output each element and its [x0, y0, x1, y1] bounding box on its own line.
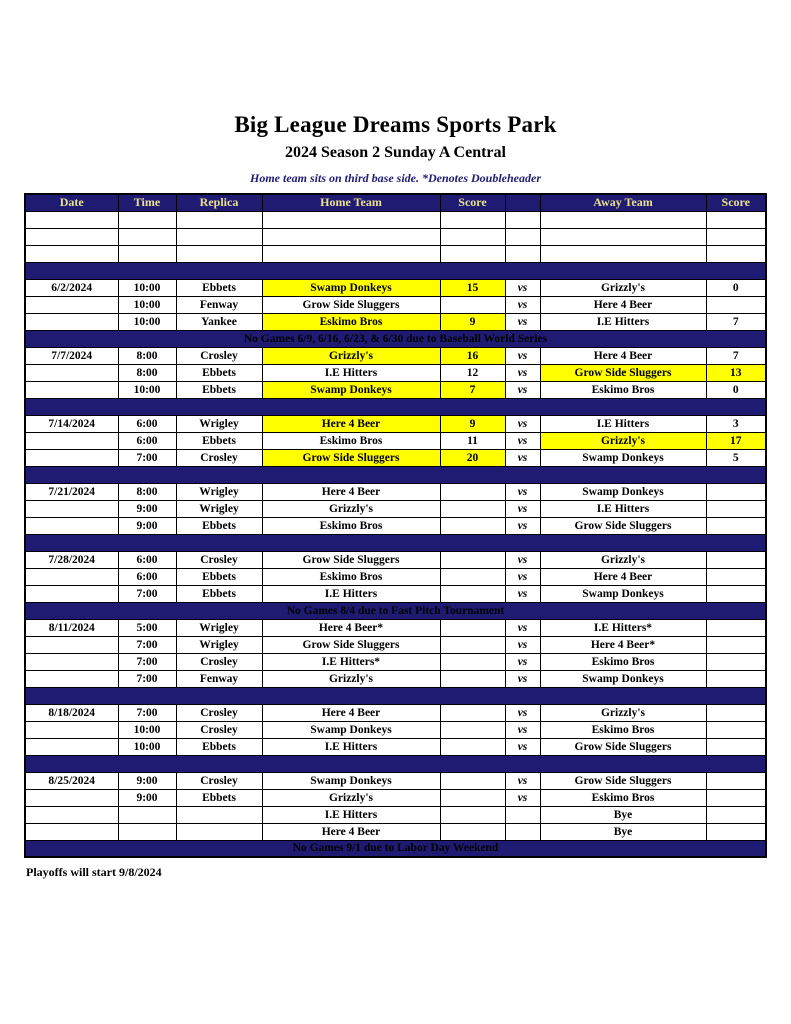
away-team-cell: Eskimo Bros — [540, 381, 706, 398]
home-score-cell — [440, 245, 505, 262]
home-team-cell: Eskimo Bros — [262, 313, 440, 330]
vs-label: vs — [505, 772, 540, 789]
home-team-cell: Eskimo Bros — [262, 568, 440, 585]
away-score-cell — [706, 517, 766, 534]
away-team-cell: I.E Hitters — [540, 313, 706, 330]
date-cell: 6/2/2024 — [25, 279, 118, 296]
away-score-cell — [706, 619, 766, 636]
home-score-cell: 16 — [440, 347, 505, 364]
time-cell — [118, 228, 176, 245]
away-team-cell: I.E Hitters — [540, 500, 706, 517]
vs-label: vs — [505, 415, 540, 432]
replica-cell: Crosley — [176, 449, 262, 466]
date-cell — [25, 500, 118, 517]
time-cell — [118, 211, 176, 228]
date-cell — [25, 432, 118, 449]
date-cell: 7/14/2024 — [25, 415, 118, 432]
replica-cell — [176, 228, 262, 245]
game-row — [25, 585, 766, 602]
time-cell: 7:00 — [118, 704, 176, 721]
date-cell — [25, 653, 118, 670]
time-cell: 10:00 — [118, 313, 176, 330]
separator-bar — [25, 466, 766, 483]
date-cell: 7/7/2024 — [25, 347, 118, 364]
col-header-date: Date — [25, 194, 118, 211]
home-team-cell: Grow Side Sluggers — [262, 449, 440, 466]
message-row — [25, 330, 766, 347]
date-cell — [25, 738, 118, 755]
vs-label: vs — [505, 517, 540, 534]
away-team-cell: Grizzly's — [540, 279, 706, 296]
time-cell — [118, 823, 176, 840]
away-team-cell: I.E Hitters — [540, 415, 706, 432]
replica-cell — [176, 823, 262, 840]
col-header-away-team: Away Team — [540, 194, 706, 211]
no-games-banner: No Games 8/4 due to Fast Pitch Tournament — [25, 602, 766, 619]
separator-row — [25, 398, 766, 415]
game-row — [25, 704, 766, 721]
away-score-cell — [706, 568, 766, 585]
table-header-row — [25, 194, 766, 211]
separator-bar — [25, 398, 766, 415]
col-header-time: Time — [118, 194, 176, 211]
home-score-cell: 12 — [440, 364, 505, 381]
time-cell: 10:00 — [118, 381, 176, 398]
home-score-cell: 7 — [440, 381, 505, 398]
game-row — [25, 279, 766, 296]
date-cell: 7/28/2024 — [25, 551, 118, 568]
home-team-cell: Eskimo Bros — [262, 432, 440, 449]
date-cell — [25, 636, 118, 653]
vs-label — [505, 823, 540, 840]
vs-label: vs — [505, 500, 540, 517]
time-cell: 8:00 — [118, 347, 176, 364]
page-header — [0, 0, 791, 186]
date-cell — [25, 296, 118, 313]
away-team-cell: Bye — [540, 823, 706, 840]
time-cell: 9:00 — [118, 772, 176, 789]
away-score-cell — [706, 296, 766, 313]
home-team-cell: Here 4 Beer — [262, 704, 440, 721]
home-team-cell: Swamp Donkeys — [262, 279, 440, 296]
home-team-cell: Grow Side Sluggers — [262, 636, 440, 653]
separator-row — [25, 534, 766, 551]
game-row — [25, 772, 766, 789]
col-header-vs — [505, 194, 540, 211]
vs-label: vs — [505, 551, 540, 568]
game-row — [25, 653, 766, 670]
away-team-cell: Swamp Donkeys — [540, 449, 706, 466]
away-score-cell — [706, 704, 766, 721]
date-cell: 7/21/2024 — [25, 483, 118, 500]
vs-label: vs — [505, 381, 540, 398]
home-team-cell: Grizzly's — [262, 789, 440, 806]
page-title: Big League Dreams Sports Park — [234, 112, 557, 137]
home-score-cell — [440, 670, 505, 687]
separator-row — [25, 755, 766, 772]
away-score-cell: 7 — [706, 313, 766, 330]
empty-row — [25, 228, 766, 245]
home-team-cell — [262, 211, 440, 228]
away-score-cell — [706, 211, 766, 228]
away-score-cell: 3 — [706, 415, 766, 432]
vs-label: vs — [505, 789, 540, 806]
home-team-cell — [262, 228, 440, 245]
home-score-cell — [440, 789, 505, 806]
time-cell: 6:00 — [118, 551, 176, 568]
away-team-cell — [540, 211, 706, 228]
replica-cell: Wrigley — [176, 619, 262, 636]
date-cell — [25, 364, 118, 381]
vs-label — [505, 806, 540, 823]
home-score-cell — [440, 211, 505, 228]
home-team-cell: Grow Side Sluggers — [262, 296, 440, 313]
replica-cell: Crosley — [176, 721, 262, 738]
home-score-cell — [440, 806, 505, 823]
vs-label: vs — [505, 364, 540, 381]
away-team-cell — [540, 245, 706, 262]
vs-label: vs — [505, 347, 540, 364]
replica-cell — [176, 245, 262, 262]
game-row — [25, 415, 766, 432]
away-score-cell: 13 — [706, 364, 766, 381]
home-team-cell — [262, 245, 440, 262]
game-row — [25, 449, 766, 466]
away-team-cell: Grizzly's — [540, 432, 706, 449]
time-cell: 6:00 — [118, 415, 176, 432]
date-cell: 8/18/2024 — [25, 704, 118, 721]
home-score-cell — [440, 585, 505, 602]
away-score-cell — [706, 721, 766, 738]
replica-cell: Ebbets — [176, 432, 262, 449]
home-score-cell — [440, 738, 505, 755]
replica-cell: Ebbets — [176, 381, 262, 398]
away-score-cell — [706, 823, 766, 840]
separator-bar — [25, 755, 766, 772]
date-cell — [25, 721, 118, 738]
away-score-cell: 5 — [706, 449, 766, 466]
vs-label: vs — [505, 636, 540, 653]
col-header-home-score: Score — [440, 194, 505, 211]
time-cell: 9:00 — [118, 789, 176, 806]
game-row — [25, 670, 766, 687]
vs-label: vs — [505, 585, 540, 602]
date-cell — [25, 381, 118, 398]
date-cell — [25, 806, 118, 823]
vs-label: vs — [505, 738, 540, 755]
home-score-cell — [440, 500, 505, 517]
time-cell: 10:00 — [118, 738, 176, 755]
col-header-replica: Replica — [176, 194, 262, 211]
home-score-cell: 20 — [440, 449, 505, 466]
no-games-banner: No Games 6/9, 6/16, 6/23, & 6/30 due to Baseball World Series — [25, 330, 766, 347]
date-cell — [25, 823, 118, 840]
no-games-banner: No Games 9/1 due to Labor Day Weekend — [25, 840, 766, 857]
empty-row — [25, 245, 766, 262]
vs-label — [505, 228, 540, 245]
playoffs-note: Playoffs will start 9/8/2024 — [26, 865, 162, 879]
home-score-cell — [440, 296, 505, 313]
away-score-cell — [706, 483, 766, 500]
replica-cell — [176, 806, 262, 823]
time-cell: 6:00 — [118, 568, 176, 585]
date-cell — [25, 670, 118, 687]
vs-label: vs — [505, 449, 540, 466]
time-cell: 7:00 — [118, 670, 176, 687]
replica-cell: Wrigley — [176, 415, 262, 432]
time-cell: 8:00 — [118, 483, 176, 500]
home-team-note: Home team sits on third base side. *Denotes Doubleheader — [250, 171, 541, 185]
home-score-cell — [440, 483, 505, 500]
date-cell — [25, 245, 118, 262]
date-cell — [25, 568, 118, 585]
vs-label: vs — [505, 670, 540, 687]
away-score-cell — [706, 670, 766, 687]
home-team-cell: I.E Hitters* — [262, 653, 440, 670]
away-team-cell: Eskimo Bros — [540, 721, 706, 738]
away-score-cell: 0 — [706, 381, 766, 398]
time-cell — [118, 245, 176, 262]
replica-cell — [176, 211, 262, 228]
away-team-cell: Here 4 Beer — [540, 296, 706, 313]
home-team-cell: Grizzly's — [262, 670, 440, 687]
vs-label: vs — [505, 296, 540, 313]
time-cell: 10:00 — [118, 279, 176, 296]
replica-cell: Crosley — [176, 653, 262, 670]
separator-row — [25, 466, 766, 483]
game-row — [25, 721, 766, 738]
away-team-cell: Grow Side Sluggers — [540, 772, 706, 789]
time-cell: 6:00 — [118, 432, 176, 449]
away-score-cell — [706, 738, 766, 755]
home-score-cell — [440, 517, 505, 534]
away-score-cell: 0 — [706, 279, 766, 296]
game-row — [25, 381, 766, 398]
away-score-cell — [706, 245, 766, 262]
time-cell: 5:00 — [118, 619, 176, 636]
home-team-cell: I.E Hitters — [262, 585, 440, 602]
away-score-cell — [706, 500, 766, 517]
message-row — [25, 840, 766, 857]
col-header-away-score: Score — [706, 194, 766, 211]
home-team-cell: Here 4 Beer* — [262, 619, 440, 636]
replica-cell: Crosley — [176, 704, 262, 721]
game-row — [25, 806, 766, 823]
date-cell — [25, 517, 118, 534]
home-score-cell — [440, 228, 505, 245]
away-score-cell — [706, 228, 766, 245]
date-cell — [25, 449, 118, 466]
home-score-cell — [440, 704, 505, 721]
home-team-cell: Grow Side Sluggers — [262, 551, 440, 568]
date-cell: 8/11/2024 — [25, 619, 118, 636]
date-cell — [25, 585, 118, 602]
away-score-cell — [706, 585, 766, 602]
replica-cell: Wrigley — [176, 636, 262, 653]
vs-label: vs — [505, 313, 540, 330]
replica-cell: Yankee — [176, 313, 262, 330]
away-team-cell: Swamp Donkeys — [540, 670, 706, 687]
home-team-cell: Eskimo Bros — [262, 517, 440, 534]
time-cell: 7:00 — [118, 653, 176, 670]
col-header-home-team: Home Team — [262, 194, 440, 211]
replica-cell: Ebbets — [176, 568, 262, 585]
away-team-cell: Here 4 Beer* — [540, 636, 706, 653]
replica-cell: Ebbets — [176, 364, 262, 381]
replica-cell: Ebbets — [176, 789, 262, 806]
away-team-cell: Grow Side Sluggers — [540, 517, 706, 534]
separator-row — [25, 687, 766, 704]
game-row — [25, 619, 766, 636]
game-row — [25, 636, 766, 653]
game-row — [25, 551, 766, 568]
home-team-cell: Here 4 Beer — [262, 415, 440, 432]
game-row — [25, 432, 766, 449]
replica-cell: Ebbets — [176, 738, 262, 755]
away-team-cell: Here 4 Beer — [540, 568, 706, 585]
game-row — [25, 347, 766, 364]
separator-bar — [25, 262, 766, 279]
page-subtitle: 2024 Season 2 Sunday A Central — [285, 144, 506, 161]
away-team-cell — [540, 228, 706, 245]
date-cell — [25, 211, 118, 228]
game-row — [25, 500, 766, 517]
time-cell: 7:00 — [118, 585, 176, 602]
replica-cell: Crosley — [176, 551, 262, 568]
replica-cell: Ebbets — [176, 585, 262, 602]
game-row — [25, 789, 766, 806]
away-team-cell: Swamp Donkeys — [540, 483, 706, 500]
away-score-cell — [706, 789, 766, 806]
game-row — [25, 568, 766, 585]
home-score-cell: 9 — [440, 415, 505, 432]
away-score-cell: 7 — [706, 347, 766, 364]
away-team-cell: Bye — [540, 806, 706, 823]
vs-label: vs — [505, 721, 540, 738]
separator-bar — [25, 534, 766, 551]
home-score-cell — [440, 772, 505, 789]
home-team-cell: I.E Hitters — [262, 806, 440, 823]
away-team-cell: Swamp Donkeys — [540, 585, 706, 602]
away-team-cell: Grow Side Sluggers — [540, 738, 706, 755]
away-team-cell: Here 4 Beer — [540, 347, 706, 364]
home-team-cell: Grizzly's — [262, 500, 440, 517]
home-score-cell — [440, 636, 505, 653]
time-cell: 7:00 — [118, 636, 176, 653]
away-team-cell: Eskimo Bros — [540, 789, 706, 806]
time-cell: 9:00 — [118, 500, 176, 517]
game-row — [25, 364, 766, 381]
game-row — [25, 517, 766, 534]
vs-label: vs — [505, 568, 540, 585]
away-score-cell — [706, 653, 766, 670]
game-row — [25, 483, 766, 500]
home-score-cell — [440, 568, 505, 585]
time-cell: 7:00 — [118, 449, 176, 466]
home-score-cell: 9 — [440, 313, 505, 330]
home-score-cell — [440, 653, 505, 670]
home-score-cell — [440, 619, 505, 636]
empty-row — [25, 211, 766, 228]
vs-label: vs — [505, 704, 540, 721]
home-score-cell — [440, 551, 505, 568]
home-score-cell — [440, 823, 505, 840]
away-score-cell — [706, 636, 766, 653]
replica-cell: Wrigley — [176, 483, 262, 500]
vs-label: vs — [505, 279, 540, 296]
away-team-cell: I.E Hitters* — [540, 619, 706, 636]
away-team-cell: Grow Side Sluggers — [540, 364, 706, 381]
vs-label: vs — [505, 619, 540, 636]
date-cell — [25, 789, 118, 806]
time-cell: 10:00 — [118, 721, 176, 738]
home-team-cell: Swamp Donkeys — [262, 381, 440, 398]
game-row — [25, 296, 766, 313]
away-team-cell: Eskimo Bros — [540, 653, 706, 670]
replica-cell: Crosley — [176, 772, 262, 789]
replica-cell: Wrigley — [176, 500, 262, 517]
vs-label — [505, 211, 540, 228]
separator-row — [25, 262, 766, 279]
vs-label: vs — [505, 483, 540, 500]
time-cell: 9:00 — [118, 517, 176, 534]
replica-cell: Fenway — [176, 296, 262, 313]
game-row — [25, 313, 766, 330]
home-team-cell: Here 4 Beer — [262, 823, 440, 840]
home-score-cell: 15 — [440, 279, 505, 296]
date-cell — [25, 313, 118, 330]
date-cell — [25, 228, 118, 245]
replica-cell: Crosley — [176, 347, 262, 364]
home-team-cell: I.E Hitters — [262, 364, 440, 381]
separator-bar — [25, 687, 766, 704]
away-team-cell: Grizzly's — [540, 704, 706, 721]
message-row — [25, 602, 766, 619]
home-score-cell: 11 — [440, 432, 505, 449]
vs-label: vs — [505, 653, 540, 670]
game-row — [25, 738, 766, 755]
away-score-cell — [706, 772, 766, 789]
home-team-cell: I.E Hitters — [262, 738, 440, 755]
away-score-cell — [706, 551, 766, 568]
replica-cell: Ebbets — [176, 279, 262, 296]
time-cell: 8:00 — [118, 364, 176, 381]
vs-label — [505, 245, 540, 262]
home-score-cell — [440, 721, 505, 738]
home-team-cell: Swamp Donkeys — [262, 721, 440, 738]
time-cell — [118, 806, 176, 823]
date-cell: 8/25/2024 — [25, 772, 118, 789]
home-team-cell: Grizzly's — [262, 347, 440, 364]
vs-label: vs — [505, 432, 540, 449]
replica-cell: Fenway — [176, 670, 262, 687]
away-score-cell — [706, 806, 766, 823]
away-score-cell: 17 — [706, 432, 766, 449]
schedule-table — [24, 193, 767, 858]
home-team-cell: Swamp Donkeys — [262, 772, 440, 789]
home-team-cell: Here 4 Beer — [262, 483, 440, 500]
time-cell: 10:00 — [118, 296, 176, 313]
replica-cell: Ebbets — [176, 517, 262, 534]
game-row — [25, 823, 766, 840]
away-team-cell: Grizzly's — [540, 551, 706, 568]
